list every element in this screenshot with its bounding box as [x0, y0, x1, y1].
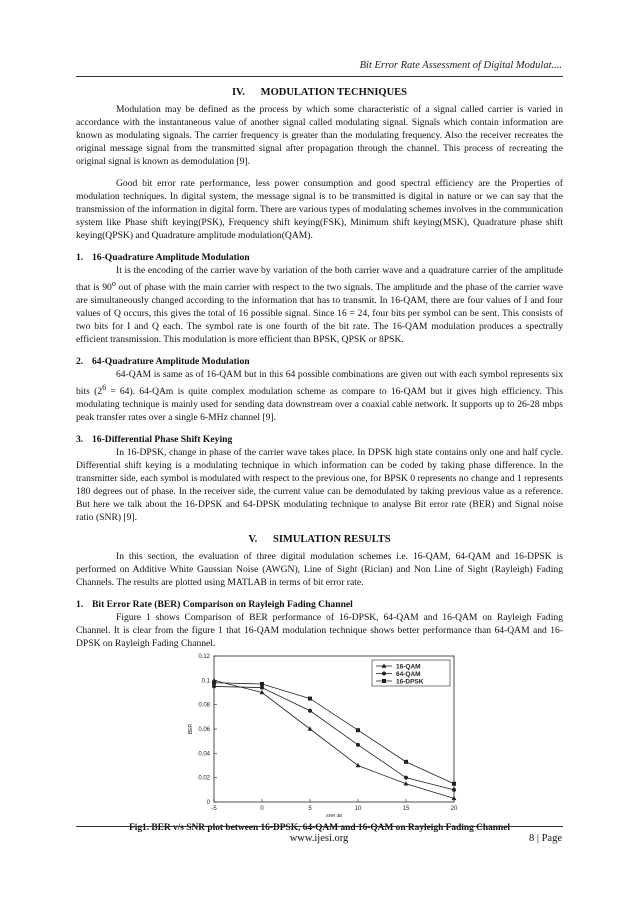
y-tick-label: 0.06 — [198, 727, 210, 734]
figure-1 — [76, 652, 563, 820]
subsection-16qam-heading — [76, 251, 563, 264]
data-point — [212, 685, 216, 689]
data-point — [308, 709, 312, 713]
subsection-title: Bit Error Rate (BER) Comparison on Rayleigh Fading Channel — [92, 599, 353, 611]
subsection-number: 1. — [76, 599, 84, 611]
data-point — [212, 681, 216, 685]
figure-caption: Fig1. BER v/s SNR plot between 16-DPSK, 64-QAM and 16-QAM on Rayleigh Fading Channel — [128, 823, 510, 834]
data-point — [452, 788, 456, 792]
legend-label: 16-DPSK — [396, 678, 424, 686]
y-tick-label: 0 — [206, 800, 210, 807]
section-v-heading: V. SIMULATION RESULTS — [248, 534, 391, 546]
y-tick-label: 0.1 — [201, 678, 210, 685]
y-axis-label: BER — [188, 724, 194, 735]
subsection-title: 16-Differential Phase Shift Keying — [92, 434, 233, 446]
subsection-16dpsk-heading — [76, 433, 563, 446]
data-point — [260, 686, 264, 690]
paragraph-16qam-part-a: It is the encoding of the carrier wave by variation of the both carrier wave and a quadrature carrier of the amplitude that is 90 — [76, 265, 563, 294]
legend-marker — [382, 672, 386, 676]
subsection-title: 16-Quadrature Amplitude Modulation — [92, 252, 250, 263]
subsection-64qam-heading — [76, 355, 563, 368]
paragraph-modulation-properties: Good bit error rate performance, less power consumption and good spectral efficiency are the Properties of modulation techniques. In digital system, the message signal is to be transmitted is digital in nature or we can say that the transmission of the information in digital form. There are various types of modulating schemes involves in the communication system like Phase shift keying(PSK), Frequency shift keying(FSK), Minimum shift keying(MSK), Quadrature phase shift keying(QPSK) and Quadrature amplitude modulation(QAM). — [76, 178, 563, 241]
data-point — [452, 782, 456, 786]
paragraph-16qam-part-b: out of phase with the main carrier with respect to the two signals. The amplitude and the phase of the carrier wave are simultaneously changed according to the information that has to transmit. In 16-QAM, there are four values of I and four values of Q occurs, this gives the total of 16 possible signal. Since 16 = 24, four bits per symbol can be sent. This consists of two bits for I and Q each. The symbol rate is one fourth of the bit rate. The 16-QAM modulation produces a spectrally efficient transmission. This modulation is more efficient than BPSK, QPSK or 8PSK. — [76, 282, 563, 346]
x-tick-label: 10 — [354, 806, 362, 813]
legend-label: 16-QAM — [396, 663, 421, 671]
data-point — [308, 697, 312, 701]
y-tick-label: 0.08 — [198, 703, 210, 710]
legend-marker — [382, 679, 386, 683]
paragraph-ber-rayleigh: Figure 1 shows Comparison of BER performance of 16-DPSK, 64-QAM and 16-QAM on Rayleigh Fading Channel. It is clear from the figure 1 that 16-QAM modulation technique shows better performance than 64-QAM and 16-DPSK on Rayleigh Fading Channel. — [76, 612, 563, 650]
subsection-number: 1. — [76, 252, 84, 263]
footer-url: www.ijesi.org — [289, 833, 349, 844]
ber-snr-chart — [76, 652, 563, 820]
paragraph-64qam — [76, 368, 563, 424]
y-tick-label: 0.04 — [198, 751, 210, 758]
x-tick-label: -5 — [211, 806, 217, 813]
footer-page-number: 8 | Page — [528, 833, 562, 844]
subsection-ber-rayleigh-heading — [76, 598, 563, 611]
superscript-degree: o — [111, 279, 116, 288]
data-point — [404, 776, 408, 780]
subsection-title: 64-Quadrature Amplitude Modulation — [92, 356, 250, 368]
paragraph-64qam-part-a: 64-QAM is same as of 16-QAM but in this 64 possible combinations are given out with each symbol represents six bits (2 — [76, 369, 563, 398]
subsection-number: 3. — [76, 434, 84, 446]
paragraph-64qam-part-b: = 64). 64-QAm is quite complex modulation scheme as compare to 16-QAM but it gives high efficiency. This modulating technique is mainly used for sending data downstream over a coaxial cable network. It supports up to 26-28 mbps peak transfer rates over a single 6-MHz channel [9]. — [76, 386, 563, 424]
data-point — [404, 760, 408, 764]
x-tick-label: 15 — [402, 806, 410, 813]
subsection-number: 2. — [76, 356, 84, 368]
paragraph-simulation-intro: In this section, the evaluation of three digital modulation schemes i.e. 16-QAM, 64-QAM and 16-DPSK is performed on Additive White Gaussian Noise (AWGN), Line of Sight (Rician) and Non Line of Sight (Rayleigh) Fading Channels. The results are plotted using MATLAB in terms of bit error rate. — [76, 551, 563, 589]
paragraph-16qam — [76, 264, 563, 346]
page-body — [76, 86, 563, 835]
paragraph-modulation-definition: Modulation may be defined as the process by which some characteristic of a signal called carrier is varied in accordance with the instantaneous value of another signal called modulating signal. Signals which contain information are known as modulating signals. The carrier frequency is greater than the modulating frequency. Also the receiver recreates the original message signal from the transmitted signal after propagation through the channel. This process of recreating the original signal is known as demodulation [9]. — [76, 104, 563, 167]
x-tick-label: 5 — [308, 806, 312, 813]
data-point — [356, 743, 360, 747]
legend-label: 64-QAM — [396, 671, 421, 679]
header-rule — [76, 76, 563, 77]
running-head: Bit Error Rate Assessment of Digital Modulat.... — [359, 60, 562, 71]
footer-rule — [76, 826, 563, 827]
y-tick-label: 0.12 — [198, 654, 210, 661]
x-tick-label: 20 — [450, 806, 458, 813]
x-axis-label: SNR dB — [325, 813, 343, 819]
x-tick-label: 0 — [260, 806, 264, 813]
section-iv-heading: IV. MODULATION TECHNIQUES — [231, 87, 408, 98]
superscript-exponent: 6 — [102, 383, 107, 393]
paragraph-16dpsk: In 16-DPSK, change in phase of the carrier wave takes place. In DPSK high state contains only one and half cycle. Differential shift keying is a modulating technique in which information can be coded by taking phase difference. In the transmitter side, each symbol is modulated with respect to the previous one, for BPSK 0 represents no change and 1 represents 180 degrees out of phase. In the receiver side, the current value can be demodulated by taking previous value as a reference. But here we talk about the 16-DPSK and 64-DPSK modulating technique to analyse Bit error rate (BER) and Signal noise ratio (SNR) [9]. — [76, 447, 563, 524]
y-tick-label: 0.02 — [198, 776, 210, 783]
data-point — [356, 729, 360, 733]
data-point — [260, 682, 264, 686]
